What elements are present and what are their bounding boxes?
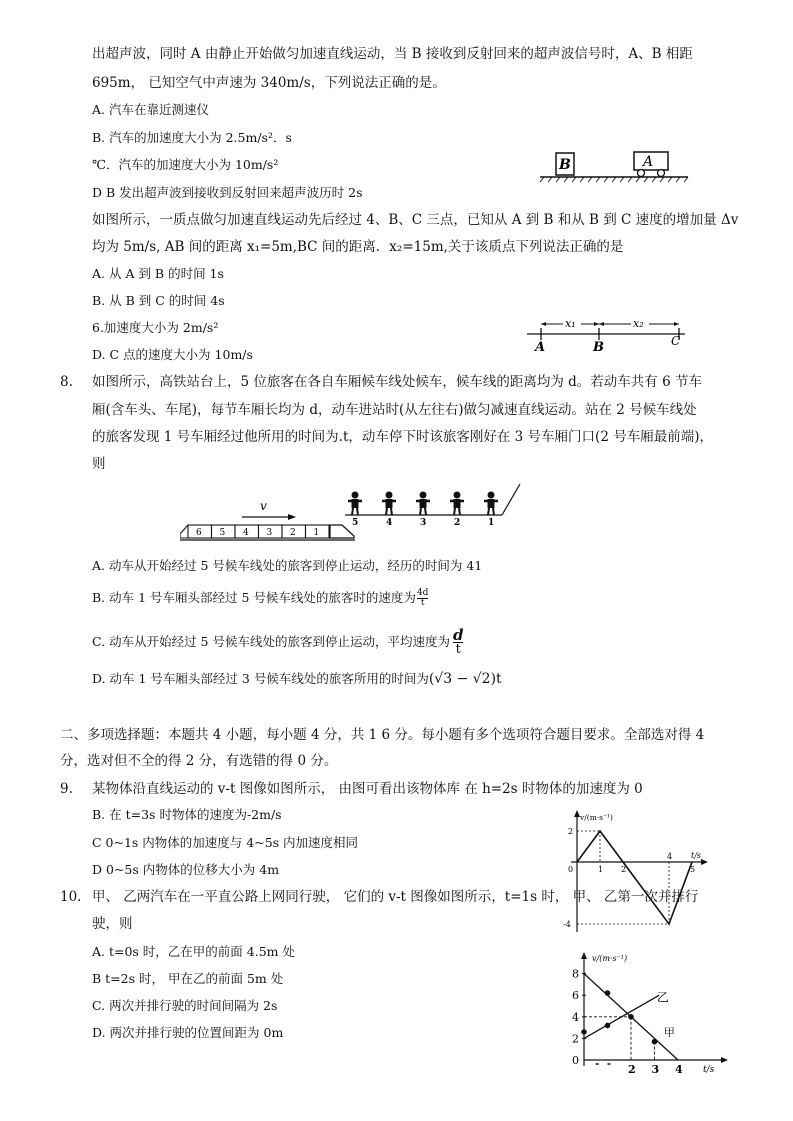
x-tick-label: 3 [651,1063,660,1075]
platform-post-number: 1 [488,518,495,528]
y-tick-label: 2 [568,827,574,836]
velocity-label: v [260,499,267,513]
q8-figure-train-platform [180,482,530,544]
passenger-figure [382,492,396,516]
x-tick-label: 4 [667,852,673,861]
train-car-number: 3 [266,528,273,538]
y-tick-label: 2 [572,1032,579,1046]
label-point-c: C [671,334,681,348]
x-axis-label: t/s [691,851,702,860]
q9-option-d: D 0~5s 内物体的位移大小为 4m [92,862,280,877]
y-tick-label: 0 [572,1054,579,1067]
q7-figure-points [525,312,695,356]
q8-option-d-expression: (√3 − √2)t [428,671,502,687]
fraction-numerator: d [452,626,464,644]
q7-option-b: B. 从 B 到 C 的时间 4s [92,293,225,308]
train-nose [330,525,354,538]
q9-stem: 某物体沿直线运动的 v-t 图像如图所示， 由图可看出该物体库 在 h=2s 时物体的加速度为 0 [92,781,643,797]
x-tick-label: 0 [568,865,574,874]
label-x2: x₂ [633,317,644,330]
fraction-numerator: 4d [416,588,429,598]
platform-post-number: 5 [352,518,359,528]
q6-stem-line1: 出超声波，同时 A 由静止开始做匀加速直线运动，当 B 接收到反射回来的超声波信号时，A、B 相距 [92,46,693,62]
platform-post-number: 2 [454,518,461,528]
fraction-denominator: t [453,642,464,657]
label-x1: x₁ [565,317,576,330]
q8-option-c-fraction [453,628,464,657]
q8-option-c-text: C. 动车从开始经过 5 号候车线处的旅客到停止运动，平均速度为 [92,634,450,649]
y-axis-label: v/(m·s⁻¹) [580,813,613,822]
velocity-line [577,831,692,924]
q8-stem-line4: 则 [92,456,106,472]
q10-option-a: A. t=0s 时，乙在甲的前面 4.5m 处 [92,944,295,959]
q8-stem-line3: 的旅客发现 1 号车厢经过他所用的时间为.t，动车停下时该旅客刚好在 3 号车厢门口(2 号车厢最前端)， [92,429,713,445]
x-axis-arrow [701,859,708,865]
data-point [628,1014,634,1020]
data-point [605,990,611,996]
series-label: 甲 [663,1026,675,1040]
q6-stem-line2: 695m， 已知空气中声速为 340m/s，下列说法正确的是。 [92,75,446,91]
q8-option-b-text: B. 动车 1 号车厢头部经过 5 号候车线处的旅客时的速度为 [92,590,416,605]
q10-option-c: C. 两次并排行驶的时间间隔为 2s [92,998,278,1013]
q9-option-c: C 0~1s 内物体的加速度与 4~5s 内加速度相同 [92,835,359,850]
q7-stem-line2: 均为 5m/s, AB 间的距离 x₁=5m,BC 间的距离．x₂=15m,关于该质点下列说法正确的是 [92,239,624,255]
q10-option-b: B t=2s 时， 甲在乙的前面 5m 处 [92,971,284,986]
y-tick-label: -4 [563,920,571,929]
q8-option-d-text: D. 动车 1 号车厢头部经过 3 号候车线处的旅客所用的时间为 [92,671,429,686]
q10-vt-chart [560,950,735,1075]
q9-vt-chart [553,808,713,938]
x-axis-label: t/s [703,1065,715,1075]
x-axis-arrow [721,1057,728,1063]
section2-heading-line1: 二、多项选择题：本题共 4 小题，每小题 4 分，共 1 6 分。每小题有多个选项符合题目要求。全部选对得 4 [60,727,705,743]
q8-stem-line2: 厢(含车头、车尾)，每节车厢长均为 d，动车进站时(从左往右)做匀减速直线运动。站在 2 号候车线处 [92,402,697,418]
cart-a-label: A [643,154,654,170]
passenger-figure [348,492,362,516]
x-tick-label: 4 [675,1063,683,1075]
section2-heading-line2: 分，选对但不全的得 2 分，有选错的得 0 分。 [60,753,338,769]
fraction-denominator: t [417,598,429,608]
x-tick-label: 2 [628,1063,636,1075]
data-point [605,1023,611,1029]
passenger-figure [450,492,464,516]
x-tick-label: 1 [598,865,604,874]
train-car-number: 5 [219,528,226,538]
q7-stem-line1: 如图所示，一质点做匀加速直线运动先后经过 4、B、C 三点，已知从 A 到 B 和从 B 到 C 速度的增加量 Δv [92,212,739,228]
platform-post-number: 3 [420,518,427,528]
data-point [581,1029,587,1035]
train-car-number: 1 [313,528,320,538]
q7-option-d: D. C 点的速度大小为 10m/s [92,347,253,362]
q6-figure-cars [538,148,698,184]
q8-number: 8. [60,374,73,390]
x-tick-label: 5 [690,865,696,874]
y-axis-arrow [581,952,587,959]
data-point [652,1039,658,1045]
q8-option-c [92,628,463,657]
q10-number: 10. [60,889,82,905]
y-tick-label: 4 [572,1010,579,1024]
passenger-figure [484,492,498,516]
q6-option-a: A. 汽车在靠近测速仪 [92,102,209,117]
label-point-a: A [535,340,546,355]
cart-wheel [658,170,665,177]
y-axis-label: v/(m·s⁻¹) [592,954,628,963]
q10-stem-line1: 甲、 乙两汽车在一平直公路上网同行驶， 它们的 v-t 图像如图所示，t=1s 时， 甲、 乙第一次并排行 [92,889,699,905]
q8-option-b [92,589,428,608]
q8-option-b-fraction [417,589,429,608]
q9-option-b: B. 在 t=3s 时物体的速度为-2m/s [92,807,282,822]
q8-option-d [92,670,502,688]
q7-option-a: A. 从 A 到 B 的时间 1s [92,266,224,281]
y-tick-label: 8 [572,967,579,981]
box-b-label: B [559,157,571,173]
cart-wheel [638,170,645,177]
train-car-number: 2 [290,528,296,538]
q6-option-b: B. 汽车的加速度大小为 2.5m/s²．s [92,130,292,145]
y-tick-label: 6 [572,989,579,1003]
platform-post-number: 4 [386,518,393,528]
train-car-number: 4 [243,528,249,538]
q6-option-c: ℃．汽车的加速度大小为 10m/s² [92,157,279,172]
q8-option-a: A. 动车从开始经过 5 号候车线处的旅客到停止运动，经历的时间为 41 [92,558,483,573]
train-car-number: 6 [196,528,202,538]
q9-number: 9. [60,781,73,797]
q7-option-c: 6.加速度大小为 2m/s² [92,320,219,335]
q8-stem-line1: 如图所示，高铁站台上，5 位旅客在各自车厢候车线处候车，候车线的距离均为 d。若动车共有 6 节车 [92,374,702,390]
q6-option-d: D B 发出超声波到接收到反射回来超声波历时 2s [92,185,363,200]
label-point-b: B [593,340,604,355]
passenger-figure [416,492,430,516]
series-label: 乙 [656,990,669,1005]
q10-stem-line2: 驶，则 [92,916,133,932]
q10-option-d: D. 两次并排行驶的位置间距为 0m [92,1025,284,1040]
x-tick-label: 2 [621,865,627,874]
